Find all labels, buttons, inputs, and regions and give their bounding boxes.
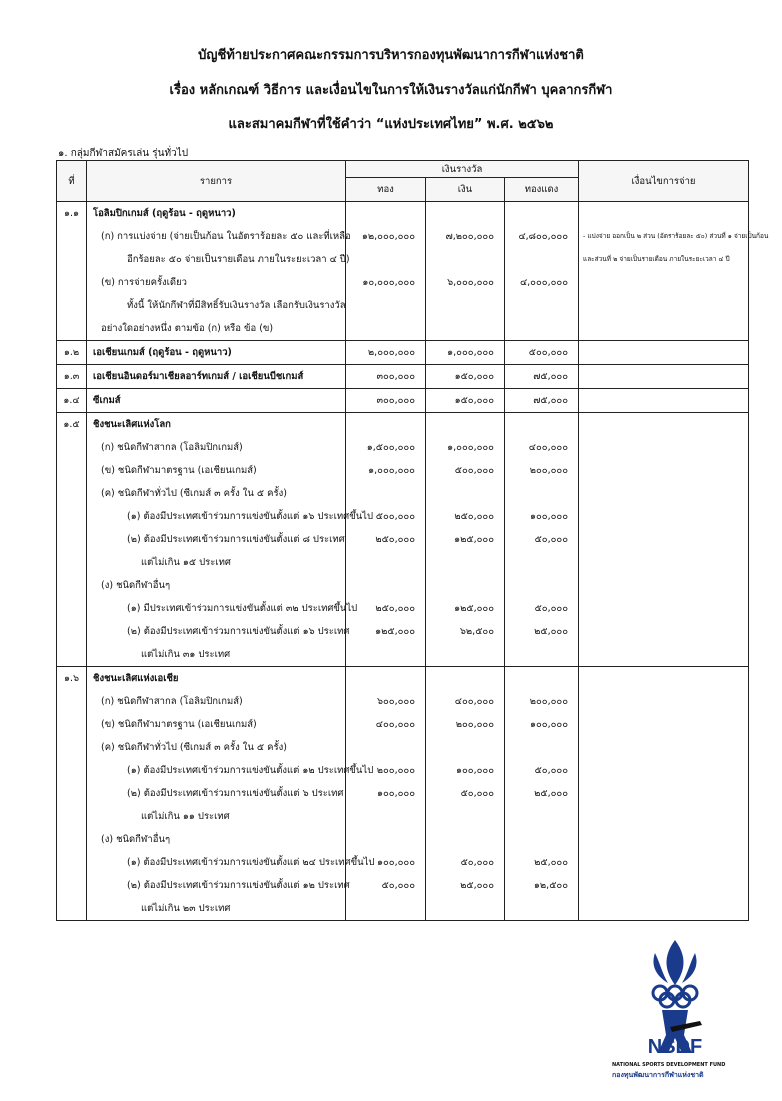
row-number-text: ๑.๓	[63, 371, 80, 382]
item-text: (๑) ต้องมีประเทศเข้าร่วมการแข่งขันตั้งแต่ ๒๔ ประเทศขึ้นไป	[127, 857, 375, 868]
item-text: (๒) ต้องมีประเทศเข้าร่วมการแข่งขันตั้งแต่ ๑๒ ประเทศ	[127, 880, 350, 891]
condition-text	[579, 294, 748, 317]
row-number-text: ๑.๑	[63, 208, 80, 219]
silver-amount: ๖๒,๕๐๐	[459, 626, 494, 637]
doc-title-line3: และสมาคมกีฬาที่ใช้คำว่า “แห่งประเทศไทย” พ.ศ. ๒๕๖๒	[228, 117, 554, 132]
item-text: (๑) ต้องมีประเทศเข้าร่วมการแข่งขันตั้งแต่ ๑๒ ประเทศขึ้นไป	[127, 765, 374, 776]
silver-amount	[426, 828, 504, 851]
condition-text	[579, 667, 748, 690]
condition-text	[579, 505, 748, 528]
table-row	[57, 667, 749, 921]
condition-text	[579, 736, 748, 759]
silver-amount	[426, 294, 504, 317]
bronze-amount: ๔,๘๐๐,๐๐๐	[518, 231, 568, 242]
condition-text	[579, 713, 748, 736]
condition-text: - แบ่งจ่าย ออกเป็น ๒ ส่วน (อัตราร้อยละ ๕๐) ส่วนที่ ๑ จ่ายเป็นก้อน	[583, 232, 769, 240]
condition-text	[579, 597, 748, 620]
bronze-amount: ๒๐๐,๐๐๐	[529, 465, 568, 476]
bronze-amount	[505, 574, 578, 597]
item-text: ชิงชนะเลิศแห่งโลก	[93, 419, 171, 430]
bronze-amount	[505, 202, 578, 225]
row-condition	[579, 667, 749, 921]
row-silver	[426, 389, 505, 413]
gold-amount: ๕๐๐,๐๐๐	[375, 511, 415, 522]
item-text: แต่ไม่เกิน ๑๕ ประเทศ	[141, 557, 231, 568]
torch-flame-icon	[653, 940, 696, 985]
silver-amount: ๕๐,๐๐๐	[460, 788, 494, 799]
table-row	[57, 413, 749, 667]
silver-amount: ๗,๒๐๐,๐๐๐	[445, 231, 494, 242]
doc-title-line1: บัญชีท้ายประกาศคณะกรรมการบริหารกองทุนพัฒนาการกีฬาแห่งชาติ	[198, 48, 584, 63]
row-item	[87, 413, 373, 667]
bronze-amount	[505, 667, 578, 690]
silver-amount	[426, 897, 504, 920]
item-text: (ข) ชนิดกีฬามาตรฐาน (เอเชียนเกมส์)	[101, 465, 257, 476]
condition-text	[579, 341, 748, 364]
item-text: (ค) ชนิดกีฬาทั่วไป (ซีเกมส์ ๓ ครั้ง ใน ๕ ครั้ง)	[101, 488, 287, 499]
doc-title-line2: เรื่อง หลักเกณฑ์ วิธีการ และเงื่อนไขในการให้เงินรางวัลแก่นักกีฬา บุคลากรกีฬา	[169, 83, 613, 98]
silver-amount: ๕๐,๐๐๐	[460, 857, 494, 868]
condition-text	[579, 828, 748, 851]
bronze-amount: ๗๕,๐๐๐	[533, 371, 568, 382]
row-condition	[579, 341, 749, 365]
gold-amount: ๔๐๐,๐๐๐	[375, 719, 415, 730]
silver-amount	[426, 667, 504, 690]
row-gold	[346, 667, 426, 921]
bronze-amount: ๕๐,๐๐๐	[534, 534, 568, 545]
item-text: (ก) การแบ่งจ่าย (จ่ายเป็นก้อน ในอัตราร้อยละ ๕๐ และที่เหลือ	[101, 231, 351, 242]
table-row	[57, 365, 749, 389]
silver-amount	[426, 736, 504, 759]
gold-amount: ๑,๕๐๐,๐๐๐	[366, 442, 415, 453]
silver-amount: ๖,๐๐๐,๐๐๐	[447, 277, 494, 288]
row-item	[87, 365, 346, 389]
bronze-amount: ๑๐๐,๐๐๐	[529, 511, 568, 522]
silver-amount	[426, 805, 504, 828]
row-number	[57, 202, 87, 341]
item-text: (ก) ชนิดกีฬาสากล (โอลิมปิกเกมส์)	[101, 696, 243, 707]
row-number	[57, 365, 87, 389]
item-text: (ข) การจ่ายครั้งเดียว	[101, 277, 187, 288]
row-number-text: ๑.๕	[63, 419, 80, 430]
row-bronze	[505, 365, 579, 389]
bronze-amount: ๒๕,๐๐๐	[534, 788, 568, 799]
item-text: โอลิมปิกเกมส์ (ฤดูร้อน - ฤดูหนาว)	[93, 208, 236, 219]
condition-text	[579, 482, 748, 505]
silver-amount: ๒๕,๐๐๐	[460, 880, 494, 891]
section-title: ๑. กลุ่มกีฬาสมัครเล่น รุ่นทั่วไป	[58, 148, 189, 159]
bronze-amount: ๒๐๐,๐๐๐	[529, 696, 568, 707]
condition-text	[579, 413, 748, 436]
silver-amount: ๔๐๐,๐๐๐	[454, 696, 494, 707]
condition-text: และส่วนที่ ๒ จ่ายเป็นรายเดือน ภายในระยะเวลา ๔ ปี	[583, 255, 730, 263]
condition-text	[579, 389, 748, 412]
silver-amount: ๑๒๕,๐๐๐	[454, 534, 494, 545]
condition-text	[579, 436, 748, 459]
item-text: แต่ไม่เกิน ๑๑ ประเทศ	[141, 811, 230, 822]
silver-amount: ๑,๐๐๐,๐๐๐	[447, 442, 494, 453]
bronze-amount: ๗๕,๐๐๐	[533, 395, 568, 406]
bronze-amount	[505, 317, 578, 340]
header-condition: เงื่อนไขการจ่าย	[579, 161, 749, 202]
bronze-amount	[505, 482, 578, 505]
row-gold	[346, 413, 426, 667]
silver-amount	[426, 413, 504, 436]
item-text: เอเชียนเกมส์ (ฤดูร้อน - ฤดูหนาว)	[93, 347, 232, 358]
bronze-amount: ๕๐,๐๐๐	[534, 765, 568, 776]
header-bronze: ทองแดง	[505, 178, 579, 202]
gold-amount: ๑,๐๐๐,๐๐๐	[368, 465, 415, 476]
item-text: (ง) ชนิดกีฬาอื่นๆ	[101, 580, 171, 591]
gold-amount	[346, 897, 425, 920]
row-condition	[579, 413, 749, 667]
row-bronze	[505, 389, 579, 413]
row-silver	[426, 202, 505, 341]
silver-amount	[426, 202, 504, 225]
row-condition	[579, 389, 749, 413]
gold-amount	[346, 736, 425, 759]
table-row	[57, 389, 749, 413]
item-text: ทั้งนี้ ให้นักกีฬาที่มีสิทธิ์รับเงินรางวัล เลือกรับเงินรางวัล	[127, 300, 346, 311]
row-number	[57, 389, 87, 413]
item-text: (๒) ต้องมีประเทศเข้าร่วมการแข่งขันตั้งแต่ ๖ ประเทศ	[127, 788, 344, 799]
gold-amount: ๑๒,๐๐๐,๐๐๐	[361, 231, 415, 242]
gold-amount	[346, 574, 425, 597]
condition-text	[579, 528, 748, 551]
silver-amount	[426, 482, 504, 505]
gold-amount: ๒,๐๐๐,๐๐๐	[367, 347, 415, 358]
row-condition	[579, 365, 749, 389]
silver-amount	[426, 551, 504, 574]
bronze-amount	[505, 897, 578, 920]
silver-amount: ๒๐๐,๐๐๐	[455, 719, 494, 730]
condition-text	[579, 782, 748, 805]
gold-amount: ๓๐๐,๐๐๐	[376, 371, 415, 382]
bronze-amount	[505, 643, 578, 666]
item-text: (ค) ชนิดกีฬาทั่วไป (ซีเกมส์ ๓ ครั้ง ใน ๕ ครั้ง)	[101, 742, 287, 753]
header-gold: ทอง	[346, 178, 426, 202]
silver-amount: ๕๐๐,๐๐๐	[454, 465, 494, 476]
gold-amount: ๒๕๐,๐๐๐	[375, 534, 415, 545]
row-gold	[346, 389, 426, 413]
item-text: เอเชียนอินดอร์มาเชียลอาร์ทเกมส์ / เอเชียนบีชเกมส์	[93, 371, 304, 382]
item-text: (ข) ชนิดกีฬามาตรฐาน (เอเชียนเกมส์)	[101, 719, 257, 730]
silver-amount: ๑๐๐,๐๐๐	[455, 765, 494, 776]
item-text: (๑) มีประเทศเข้าร่วมการแข่งขันตั้งแต่ ๓๒ ประเทศขึ้นไป	[127, 603, 358, 614]
gold-amount: ๒๐๐,๐๐๐	[376, 765, 415, 776]
condition-text	[579, 202, 748, 225]
silver-amount: ๑,๐๐๐,๐๐๐	[447, 347, 494, 358]
row-bronze	[505, 202, 579, 341]
row-number	[57, 341, 87, 365]
condition-text	[579, 459, 748, 482]
condition-text	[579, 317, 748, 340]
row-item	[87, 202, 351, 341]
row-silver	[426, 341, 505, 365]
bronze-amount: ๔,๐๐๐,๐๐๐	[519, 277, 568, 288]
silver-amount	[426, 248, 504, 271]
bronze-amount	[505, 413, 578, 436]
row-item	[87, 667, 375, 921]
condition-text	[579, 690, 748, 713]
condition-text	[579, 851, 748, 874]
header-reward: เงินรางวัล	[346, 161, 579, 178]
silver-amount: ๒๕๐,๐๐๐	[454, 511, 494, 522]
row-number-text: ๑.๒	[63, 347, 80, 358]
condition-text	[579, 805, 748, 828]
item-text: ซีเกมส์	[93, 395, 121, 406]
silver-amount	[426, 317, 504, 340]
condition-text	[579, 551, 748, 574]
row-item	[87, 341, 346, 365]
bronze-amount: ๑๐๐,๐๐๐	[529, 719, 568, 730]
row-condition	[579, 202, 769, 341]
row-silver	[426, 365, 505, 389]
gold-amount	[346, 248, 425, 271]
gold-amount: ๑๐๐,๐๐๐	[376, 857, 415, 868]
bronze-amount: ๒๕,๐๐๐	[534, 626, 568, 637]
condition-text	[579, 897, 748, 920]
condition-text	[579, 643, 748, 666]
gold-amount	[346, 805, 425, 828]
row-bronze	[505, 341, 579, 365]
gold-amount	[346, 317, 425, 340]
silver-amount: ๑๕๐,๐๐๐	[454, 395, 494, 406]
row-item	[87, 389, 346, 413]
item-text: (ง) ชนิดกีฬาอื่นๆ	[101, 834, 171, 845]
header-silver: เงิน	[426, 178, 505, 202]
bronze-amount	[505, 248, 578, 271]
header-item: รายการ	[87, 161, 346, 202]
gold-amount	[346, 828, 425, 851]
bronze-amount: ๕๐,๐๐๐	[534, 603, 568, 614]
condition-text	[579, 271, 748, 294]
gold-amount	[346, 482, 425, 505]
gold-amount	[346, 643, 425, 666]
logo-name-th: กองทุนพัฒนาการกีฬาแห่งชาติ	[612, 1071, 704, 1079]
gold-amount: ๓๐๐,๐๐๐	[376, 395, 415, 406]
row-number-text: ๑.๔	[63, 395, 80, 406]
item-text: (๑) ต้องมีประเทศเข้าร่วมการแข่งขันตั้งแต่ ๑๖ ประเทศขึ้นไป	[127, 511, 373, 522]
item-text: (ก) ชนิดกีฬาสากล (โอลิมปิกเกมส์)	[101, 442, 243, 453]
silver-amount: ๑๒๕,๐๐๐	[454, 603, 494, 614]
item-text: (๒) ต้องมีประเทศเข้าร่วมการแข่งขันตั้งแต่ ๘ ประเทศ	[127, 534, 345, 545]
item-text: แต่ไม่เกิน ๓๑ ประเทศ	[141, 649, 231, 660]
gold-amount: ๒๕๐,๐๐๐	[375, 603, 415, 614]
reward-table	[56, 160, 769, 921]
bronze-amount: ๑๒,๕๐๐	[533, 880, 568, 891]
gold-amount: ๕๐,๐๐๐	[381, 880, 415, 891]
logo-name-en: NATIONAL SPORTS DEVELOPMENT FUND	[612, 1062, 726, 1068]
condition-text	[579, 874, 748, 897]
gold-amount: ๑๐๐,๐๐๐	[376, 788, 415, 799]
bronze-amount: ๔๐๐,๐๐๐	[528, 442, 568, 453]
row-gold	[346, 341, 426, 365]
item-text: อีกร้อยละ ๕๐ จ่ายเป็นรายเดือน ภายในระยะเวลา ๔ ปี)	[127, 254, 350, 265]
bronze-amount	[505, 736, 578, 759]
gold-amount	[346, 551, 425, 574]
condition-text	[579, 365, 748, 388]
item-text: ชิงชนะเลิศแห่งเอเชีย	[93, 673, 179, 684]
logo-brand-text: NSDF	[647, 1036, 703, 1058]
bronze-amount	[505, 828, 578, 851]
row-silver	[426, 667, 505, 921]
bronze-amount	[505, 805, 578, 828]
row-bronze	[505, 413, 579, 667]
bronze-amount: ๒๕,๐๐๐	[534, 857, 568, 868]
gold-amount	[346, 294, 425, 317]
condition-text	[579, 620, 748, 643]
gold-amount	[346, 667, 425, 690]
row-number	[57, 413, 87, 667]
olympic-rings-icon	[653, 986, 697, 1007]
row-silver	[426, 413, 505, 667]
gold-amount: ๑๒๕,๐๐๐	[375, 626, 415, 637]
silver-amount	[426, 574, 504, 597]
bronze-amount: ๕๐๐,๐๐๐	[528, 347, 568, 358]
row-number	[57, 667, 87, 921]
silver-amount	[426, 643, 504, 666]
table-row	[57, 341, 749, 365]
gold-amount	[346, 413, 425, 436]
gold-amount: ๑๐,๐๐๐,๐๐๐	[362, 277, 415, 288]
condition-text	[579, 759, 748, 782]
row-number-text: ๑.๖	[63, 673, 80, 684]
header-no: ที่	[57, 161, 87, 202]
gold-amount: ๖๐๐,๐๐๐	[376, 696, 415, 707]
item-text: แต่ไม่เกิน ๒๓ ประเทศ	[141, 903, 231, 914]
row-gold	[346, 202, 426, 341]
bronze-amount	[505, 294, 578, 317]
row-gold	[346, 365, 426, 389]
condition-text	[579, 574, 748, 597]
item-text: (๒) ต้องมีประเทศเข้าร่วมการแข่งขันตั้งแต่ ๑๖ ประเทศ	[127, 626, 350, 637]
table-row	[57, 202, 749, 341]
item-text: อย่างใดอย่างหนึ่ง ตามข้อ (ก) หรือ ข้อ (ข)	[101, 323, 274, 334]
bronze-amount	[505, 551, 578, 574]
row-bronze	[505, 667, 579, 921]
silver-amount: ๑๕๐,๐๐๐	[454, 371, 494, 382]
gold-amount	[346, 202, 425, 225]
